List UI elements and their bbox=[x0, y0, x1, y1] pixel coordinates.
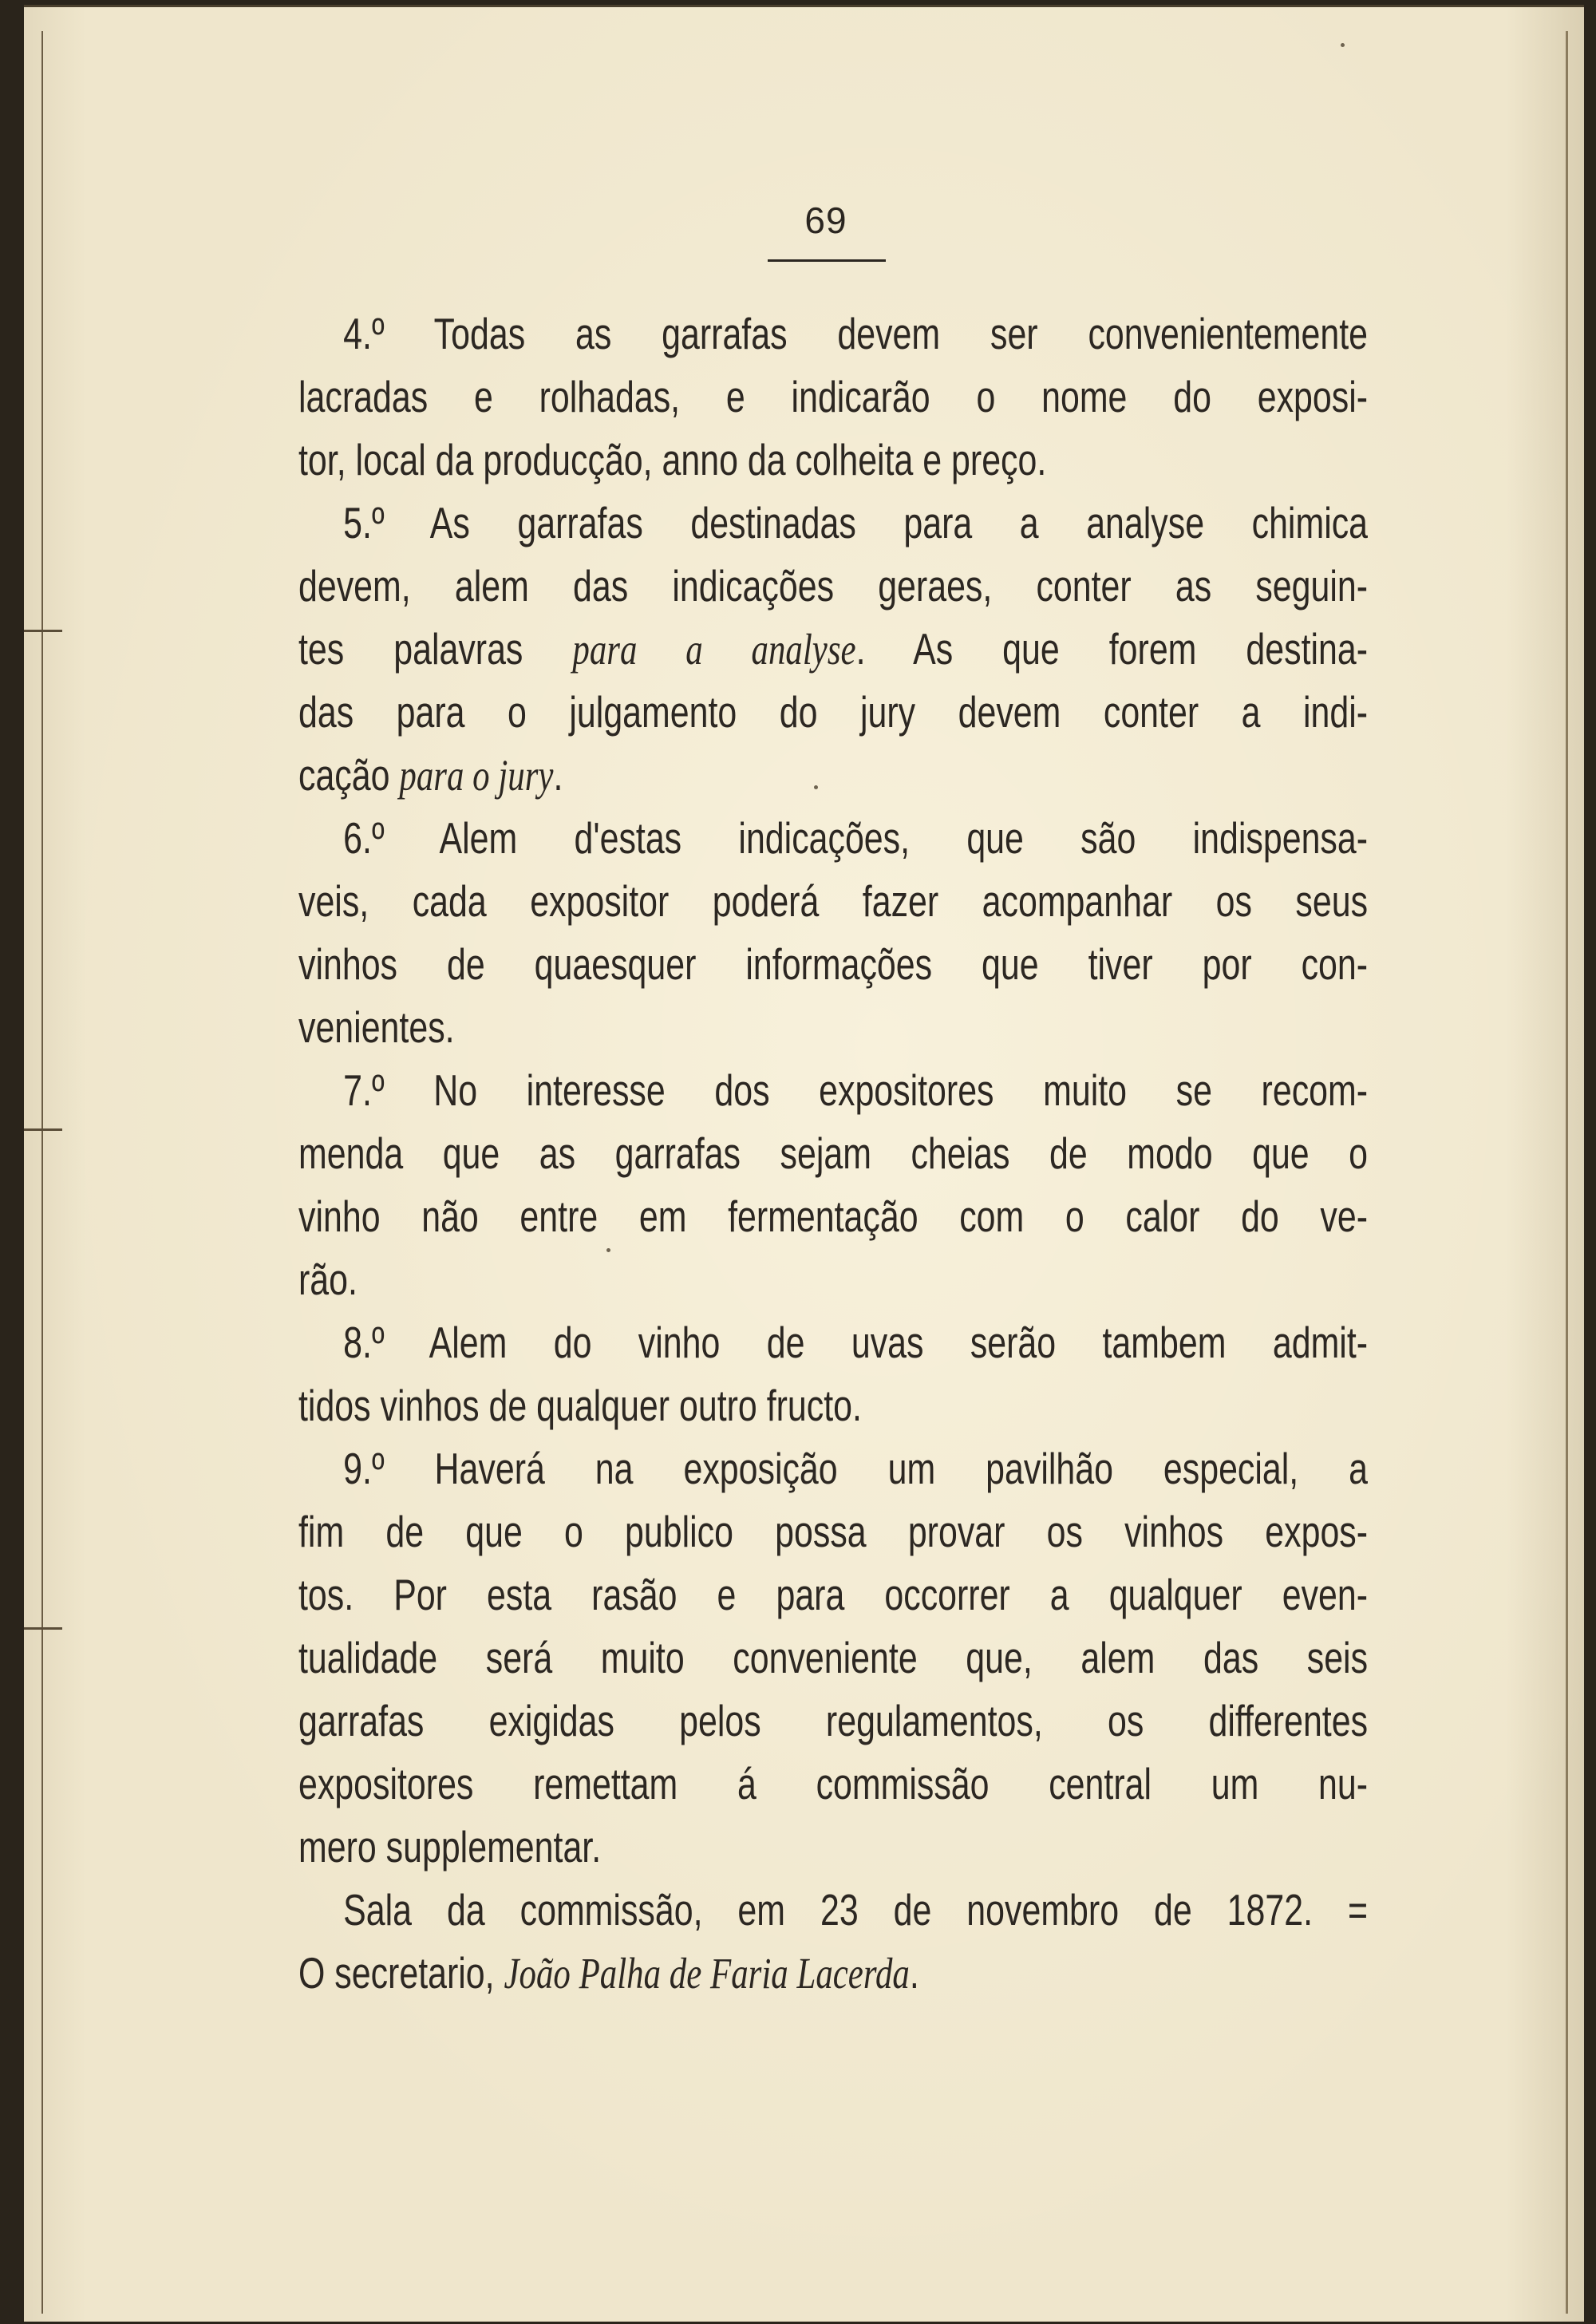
book-page bbox=[24, 5, 1584, 2322]
text-run: devem, alem das indicações geraes, conter as seguin- bbox=[298, 561, 1369, 611]
text-run: vinho não entre em fermentação com o calor do ve- bbox=[298, 1192, 1369, 1241]
paper-speck bbox=[1341, 43, 1345, 47]
page-number-rule bbox=[768, 259, 886, 262]
text-line bbox=[298, 366, 1368, 429]
italic-text: João Palha de Faria Lacerda bbox=[504, 1949, 910, 1998]
text-line bbox=[298, 996, 1368, 1059]
text-line bbox=[298, 744, 1368, 807]
text-line bbox=[298, 681, 1368, 744]
paragraph bbox=[298, 492, 1368, 807]
margin-tick bbox=[24, 630, 62, 632]
text-run: menda que as garrafas sejam cheias de modo que o bbox=[298, 1128, 1369, 1178]
text-line bbox=[298, 302, 1368, 366]
margin-tick bbox=[24, 1627, 62, 1630]
text-run: rão. bbox=[298, 1255, 358, 1304]
paragraph bbox=[298, 1437, 1368, 1879]
text-line bbox=[298, 1185, 1368, 1248]
text-line bbox=[298, 618, 1368, 681]
text-line bbox=[298, 1500, 1368, 1563]
italic-text: para o jury bbox=[399, 751, 554, 800]
text-line bbox=[298, 1879, 1368, 1942]
text-run: tor, local da producção, anno da colheita e preço. bbox=[298, 435, 1047, 484]
binding-edge-right bbox=[1566, 31, 1568, 2314]
text-run: mero supplementar. bbox=[298, 1822, 602, 1871]
text-line bbox=[298, 1059, 1368, 1122]
paragraph bbox=[298, 302, 1368, 492]
text-line bbox=[298, 1437, 1368, 1500]
text-line bbox=[298, 1374, 1368, 1437]
paragraph bbox=[298, 807, 1368, 1059]
binding-edge-left bbox=[41, 31, 43, 2314]
text-line bbox=[298, 870, 1368, 933]
text-line bbox=[298, 1942, 1368, 2005]
text-run: . bbox=[909, 1948, 919, 1998]
text-run: veis, cada expositor poderá fazer acompanhar os seus bbox=[298, 876, 1369, 926]
text-run: Sala da commissão, em 23 de novembro de 1872. = bbox=[343, 1885, 1369, 1935]
text-run: tidos vinhos de qualquer outro fructo. bbox=[298, 1381, 862, 1430]
text-run: 4.º Todas as garrafas devem ser convenientemente bbox=[343, 309, 1369, 358]
text-run: das para o julgamento do jury devem conter a indi- bbox=[298, 687, 1369, 737]
text-run: vinhos de quaesquer informações que tiver por con- bbox=[298, 939, 1369, 989]
text-run: tualidade será muito conveniente que, alem das seis bbox=[298, 1633, 1369, 1682]
text-run: cação bbox=[298, 750, 400, 800]
text-line bbox=[298, 933, 1368, 996]
text-run: . bbox=[553, 750, 563, 800]
text-line bbox=[298, 492, 1368, 555]
text-line bbox=[298, 1753, 1368, 1816]
paragraph bbox=[298, 1059, 1368, 1311]
paragraph bbox=[298, 1879, 1368, 2005]
paragraph bbox=[298, 1311, 1368, 1437]
text-line bbox=[298, 1626, 1368, 1690]
text-run: garrafas exigidas pelos regulamentos, os differentes bbox=[298, 1696, 1369, 1745]
text-run: venientes. bbox=[298, 1002, 455, 1052]
text-run: tos. Por esta rasão e para occorrer a qualquer even- bbox=[298, 1570, 1369, 1619]
body-text bbox=[298, 302, 1368, 2005]
text-run: fim de que o publico possa provar os vinhos expos- bbox=[298, 1507, 1369, 1556]
margin-tick bbox=[24, 1128, 62, 1131]
italic-text: para a analyse bbox=[572, 625, 856, 674]
text-run: 7.º No interesse dos expositores muito se recom- bbox=[343, 1065, 1369, 1115]
text-line bbox=[298, 555, 1368, 618]
text-run: O secretario, bbox=[298, 1948, 504, 1998]
text-line bbox=[298, 1311, 1368, 1374]
text-line bbox=[298, 429, 1368, 492]
text-line bbox=[298, 1816, 1368, 1879]
text-run: expositores remettam á commissão central um nu- bbox=[298, 1759, 1369, 1808]
text-run: lacradas e rolhadas, e indicarão o nome do exposi- bbox=[298, 372, 1369, 421]
text-line bbox=[298, 1122, 1368, 1185]
page-number: 69 bbox=[804, 200, 847, 241]
text-line bbox=[298, 1690, 1368, 1753]
text-line bbox=[298, 807, 1368, 870]
text-line bbox=[298, 1248, 1368, 1311]
text-run: 5.º As garrafas destinadas para a analyse chimica bbox=[343, 498, 1369, 547]
text-run: 9.º Haverá na exposição um pavilhão especial, a bbox=[343, 1444, 1369, 1493]
text-line bbox=[298, 1563, 1368, 1626]
text-run: 8.º Alem do vinho de uvas serão tambem admit- bbox=[343, 1318, 1369, 1367]
text-run: 6.º Alem d'estas indicações, que são indispensa- bbox=[343, 813, 1369, 863]
text-run: . As que forem destina- bbox=[855, 624, 1369, 674]
text-run: tes palavras bbox=[298, 624, 573, 674]
